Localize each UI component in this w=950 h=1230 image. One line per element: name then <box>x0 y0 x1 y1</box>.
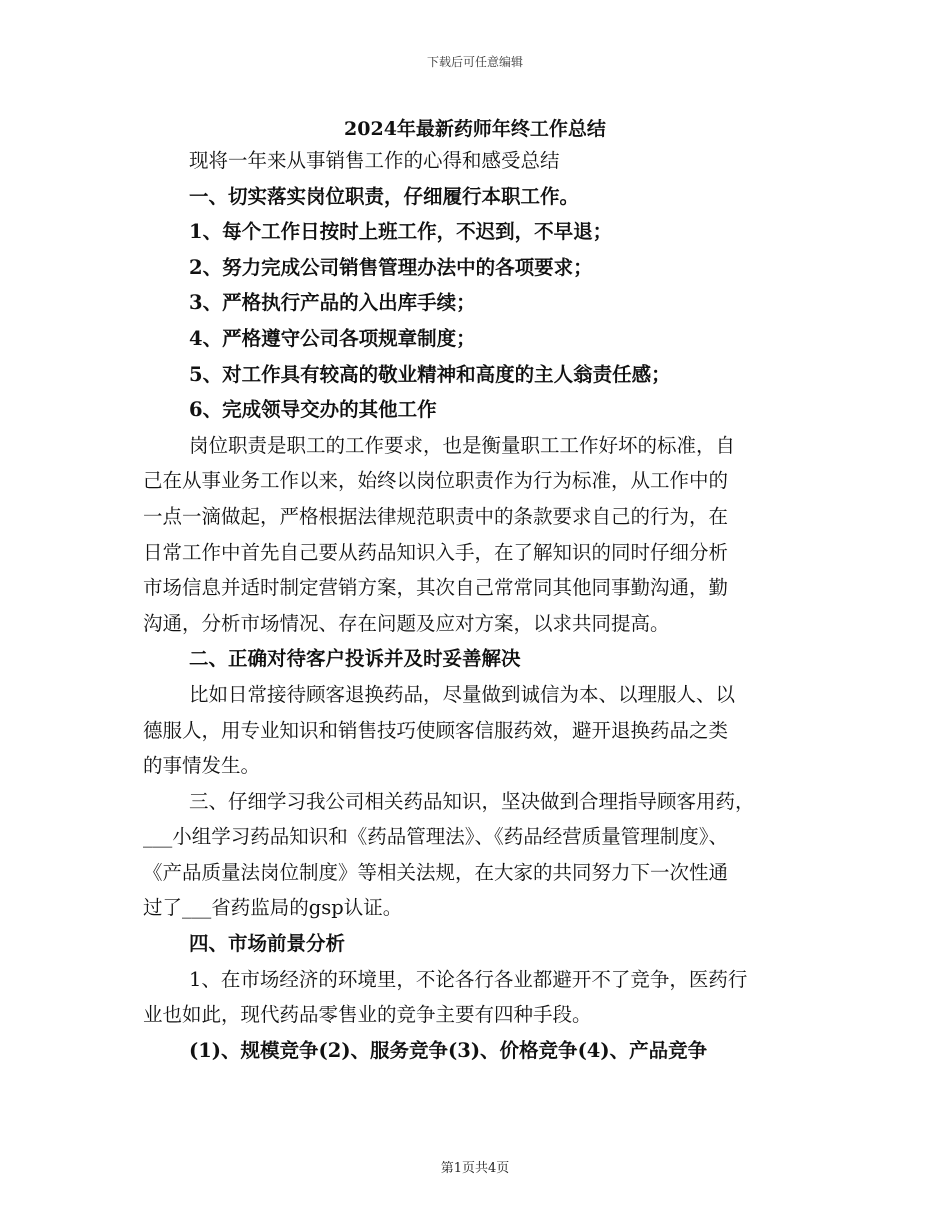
body-line: 市场信息并适时制定营销方案，其次自己常常同其他同事勤沟通，勤 <box>143 576 729 600</box>
body-line: 现将一年来从事销售工作的心得和感受总结 <box>189 149 560 172</box>
heading-line: (1)、规模竞争(2)、服务竞争(3)、价格竞争(4)、产品竞争 <box>189 1038 708 1062</box>
page-footer: 第1页共4页 <box>440 1161 510 1176</box>
header-note: 下载后可任意编辑 <box>426 55 523 69</box>
body-line: 日常工作中首先自己要从药品知识入手，在了解知识的同时仔细分析 <box>143 540 729 564</box>
body-line: 沟通，分析市场情况、存在问题及应对方案，以求共同提高。 <box>143 611 670 635</box>
body-line: 一点一滴做起，严格根据法律规范职责中的条款要求自己的行为，在 <box>143 504 729 528</box>
heading-line: 6、完成领导交办的其他工作 <box>189 398 437 422</box>
heading-line: 1、每个工作日按时上班工作，不迟到，不早退； <box>189 220 613 244</box>
heading-line: 4、严格遵守公司各项规章制度； <box>189 326 476 350</box>
body-line: 三、仔细学习我公司相关药品知识，坚决做到合理指导顾客用药， <box>189 789 755 813</box>
heading-line: 3、严格执行产品的入出库手续； <box>189 291 476 315</box>
body-line: 业也如此，现代药品零售业的竞争主要有四种手段。 <box>143 1003 592 1027</box>
heading-line: 四、市场前景分析 <box>189 932 346 956</box>
body-line: 比如日常接待顾客退换药品，尽量做到诚信为本、以理服人、以 <box>189 682 736 706</box>
heading-line: 2、努力完成公司销售管理办法中的各项要求； <box>189 255 593 279</box>
heading-line: 二、正确对待客户投诉并及时妥善解决 <box>189 647 521 671</box>
body-line: 己在从事业务工作以来，始终以岗位职责作为行为标准，从工作中的 <box>143 469 729 493</box>
body-line: ___小组学习药品知识和《药品管理法》、《药品经营质量管理制度》、 <box>143 825 729 849</box>
body-line: 的事情发生。 <box>143 754 261 778</box>
heading-line: 5、对工作具有较高的敬业精神和高度的主人翁责任感； <box>189 362 671 386</box>
document-body <box>143 143 823 1068</box>
body-line: 岗位职责是职工的工作要求，也是衡量职工工作好坏的标准，自 <box>189 433 736 457</box>
document-title: 2024年最新药师年终工作总结 <box>344 118 606 140</box>
body-line: 《产品质量法岗位制度》等相关法规，在大家的共同努力下一次性通 <box>143 860 729 884</box>
body-line: 1、在市场经济的环境里，不论各行各业都避开不了竞争，医药行 <box>189 967 748 991</box>
body-line: 过了___省药监局的gsp认证。 <box>143 896 403 920</box>
heading-line: 一、切实落实岗位职责，仔细履行本职工作。 <box>189 184 580 208</box>
body-line: 德服人，用专业知识和销售技巧使顾客信服药效，避开退换药品之类 <box>143 718 729 742</box>
